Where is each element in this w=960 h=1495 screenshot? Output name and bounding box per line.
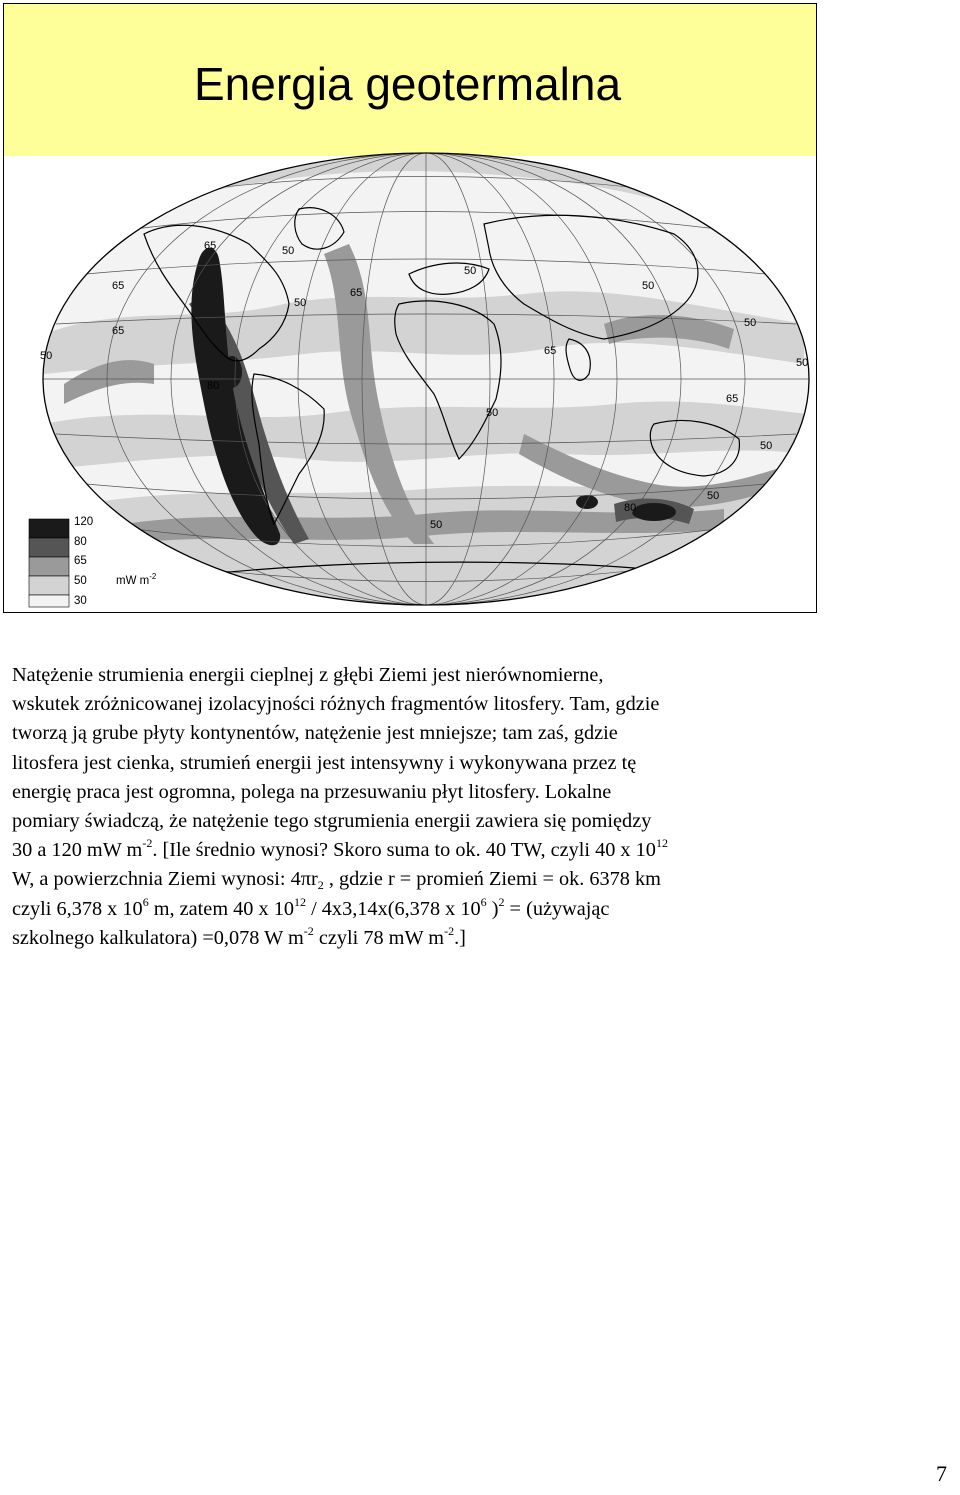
body-line: 30 a 120 mW $m^{-2}$. [Ile średnio wynosi? Skoro suma to ok. 40 TW, czyli 40 x $10^{12}$ bbox=[12, 836, 668, 862]
contour-label: 65 bbox=[726, 393, 739, 405]
legend-swatch-65 bbox=[29, 557, 69, 576]
contour-label: 50 bbox=[796, 357, 809, 369]
body-paragraph bbox=[12, 661, 802, 953]
contour-label: 50 bbox=[486, 407, 499, 419]
zone-120-indian-1 bbox=[632, 503, 676, 521]
slide-frame bbox=[3, 3, 817, 613]
legend-label-50: 50 bbox=[74, 575, 87, 587]
legend-swatch-120 bbox=[29, 519, 69, 538]
contour-label: 50 bbox=[294, 297, 307, 309]
contour-label: 65 bbox=[112, 280, 125, 292]
contour-label: 65 bbox=[112, 325, 125, 337]
legend-label-65: 65 bbox=[74, 555, 87, 567]
legend-swatch-30 bbox=[29, 595, 69, 607]
legend-swatch-80 bbox=[29, 538, 69, 557]
heat-flow-map bbox=[4, 4, 816, 612]
contour-label: 50 bbox=[744, 317, 757, 329]
contour-label: 65 bbox=[350, 287, 363, 299]
contour-label: 50 bbox=[282, 245, 295, 257]
contour-label: 80 bbox=[624, 502, 637, 514]
body-line: Natężenie strumienia energii cieplnej z głębi Ziemi jest nierównomierne, bbox=[12, 664, 604, 686]
map-legend bbox=[29, 516, 157, 607]
body-line: W, a powierzchnia Ziemi wynosi: $4\pi r_2$ , gdzie r = promień Ziemi = ok. 6378 km bbox=[12, 868, 661, 893]
legend-swatch-50 bbox=[29, 576, 69, 595]
zone-120-indian-2 bbox=[576, 495, 598, 509]
body-line: pomiary świadczą, że natężenie tego stgrumienia energii zawiera się pomiędzy bbox=[12, 810, 652, 833]
body-line: wskutek zróżnicowanej izolacyjności różnych fragmentów litosfery. Tam, gdzie bbox=[12, 693, 660, 716]
legend-unit: mW $m^{-2}$ bbox=[116, 572, 157, 587]
contour-label: 50 bbox=[40, 350, 53, 362]
contour-label: 65 bbox=[544, 345, 557, 357]
body-line: litosfera jest cienka, strumień energii jest intensywny i wykonywana przez tę bbox=[12, 751, 637, 774]
contour-label: 50 bbox=[707, 490, 720, 502]
body-line: szkolnego kalkulatora) =0,078 W $m^{-2}$ czyli 78 mW $m^{-2}$.] bbox=[12, 923, 466, 949]
contour-label: 50 bbox=[430, 519, 443, 531]
legend-label-80: 80 bbox=[74, 536, 87, 548]
legend-label-30: 30 bbox=[74, 595, 87, 607]
contour-label: 80 bbox=[207, 380, 220, 392]
body-line: czyli 6,378 x $10^6$ m, zatem 40 x $10^{12} / 4x3,14x(6,378$ x $10^6$ )$^2$ = (używając bbox=[12, 894, 610, 920]
page-number: 7 bbox=[936, 1461, 947, 1486]
contour-label: 50 bbox=[642, 280, 655, 292]
contour-label: 50 bbox=[760, 440, 773, 452]
body-line: energię praca jest ogromna, polega na przesuwaniu płyt litosfery. Lokalne bbox=[12, 780, 612, 803]
slide-title: Energia geotermalna bbox=[194, 58, 622, 110]
legend-label-120: 120 bbox=[74, 516, 94, 528]
body-line: tworzą ją grube płyty kontynentów, natężenie jest mniejsze; tam zaś, gdzie bbox=[12, 722, 618, 745]
contour-label: 50 bbox=[464, 265, 477, 277]
contour-label: 65 bbox=[204, 240, 217, 252]
